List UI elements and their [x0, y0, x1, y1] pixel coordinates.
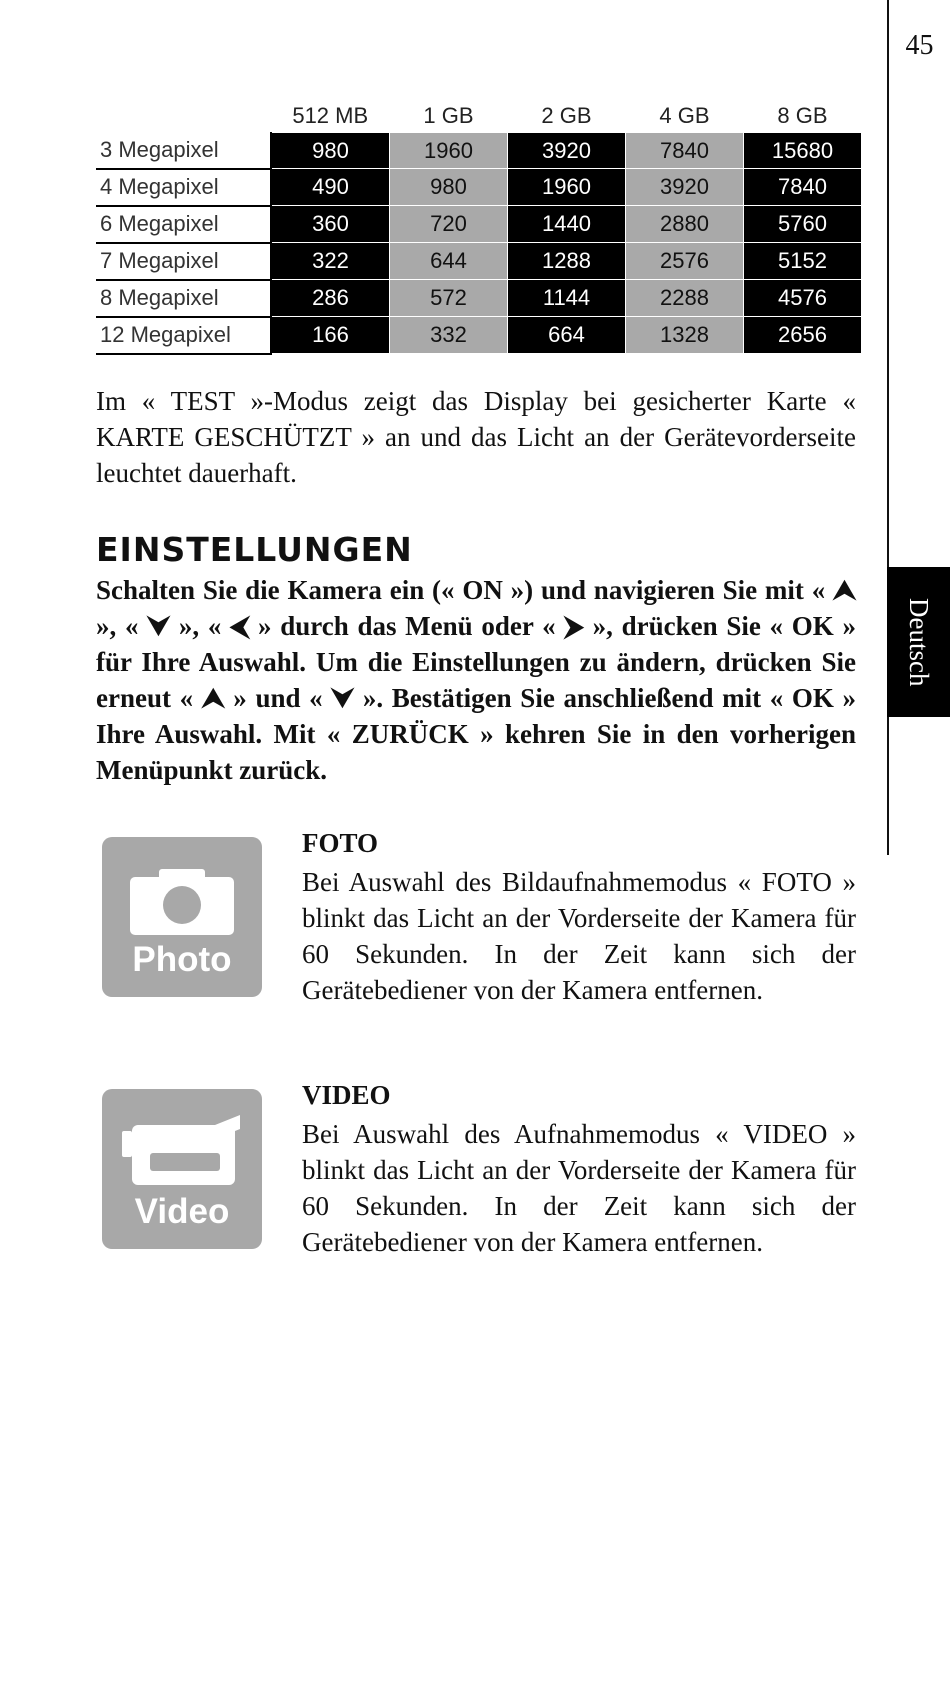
page-number: 45 — [905, 30, 934, 61]
table-cell: 1288 — [508, 243, 626, 280]
section-heading: EINSTELLUNGEN — [96, 530, 413, 569]
video-mode-icon — [102, 1089, 262, 1249]
table-row — [96, 133, 862, 169]
table-cell: 7840 — [626, 133, 744, 169]
table-header-row — [96, 100, 862, 133]
table-cell: 4576 — [744, 280, 862, 317]
table-cell: 490 — [271, 169, 390, 206]
table-corner — [96, 100, 271, 133]
table-cell: 2656 — [744, 317, 862, 354]
table-row — [96, 169, 862, 206]
settings-paragraph: Schalten Sie die Kamera ein (« ON ») und navigieren Sie mit « ⮝ », « ⮟ », « ⮜ » durch das Menü oder « ⮞ », drücken Sie « OK » für Ihre Auswahl. Um die Einstellungen zu ändern, drücken Sie erneut « ⮝ » und « ⮟ ». Bestätigen Sie anschließend mit « OK » Ihre Auswahl. Mit « ZURÜCK » kehren Sie in den vorherigen Menüpunkt zurück. — [96, 575, 856, 785]
table-cell: 572 — [390, 280, 508, 317]
table-cell: 360 — [271, 206, 390, 243]
photo-mode-icon — [102, 837, 262, 997]
table-cell: 2880 — [626, 206, 744, 243]
table-cell: 332 — [390, 317, 508, 354]
row-label: 7 Megapixel — [96, 243, 271, 280]
table-cell: 1960 — [390, 133, 508, 169]
table-cell: 166 — [271, 317, 390, 354]
table-cell: 1144 — [508, 280, 626, 317]
row-label: 12 Megapixel — [96, 317, 271, 354]
table-cell: 3920 — [626, 169, 744, 206]
table-cell: 1328 — [626, 317, 744, 354]
row-label: 8 Megapixel — [96, 280, 271, 317]
row-label: 3 Megapixel — [96, 133, 271, 169]
table-row — [96, 243, 862, 280]
language-tab — [887, 567, 950, 717]
table-cell: 2288 — [626, 280, 744, 317]
table-cell: 15680 — [744, 133, 862, 169]
table-cell: 980 — [390, 169, 508, 206]
column-header: 8 GB — [777, 103, 828, 128]
column-header: 2 GB — [541, 103, 592, 128]
photo-mode-title: FOTO — [302, 828, 379, 858]
table-cell: 322 — [271, 243, 390, 280]
row-label: 4 Megapixel — [96, 169, 271, 206]
table-row — [96, 206, 862, 243]
column-header: 512 MB — [292, 103, 369, 128]
table-cell: 5760 — [744, 206, 862, 243]
table-cell: 5152 — [744, 243, 862, 280]
video-icon-label: Video — [134, 1192, 230, 1231]
video-mode-description: Bei Auswahl des Aufnahmemodus « VIDEO » blinkt das Licht an der Vorderseite der Kamera für 60 Sekunden. In der Zeit kann sich der Gerätebediener von der Kamera entfernen. — [302, 1119, 856, 1257]
table-cell: 1440 — [508, 206, 626, 243]
test-mode-paragraph: Im « TEST »-Modus zeigt das Display bei gesicherter Karte « KARTE GESCHÜTZT » an und das Licht an der Gerätevorderseite leuchtet dauerhaft. — [96, 386, 856, 488]
table-cell: 980 — [271, 133, 390, 169]
table-cell: 1960 — [508, 169, 626, 206]
column-header: 1 GB — [423, 103, 474, 128]
photo-icon-label: Photo — [132, 940, 232, 979]
margin-rule — [887, 0, 889, 855]
row-label: 6 Megapixel — [96, 206, 271, 243]
table-cell: 644 — [390, 243, 508, 280]
table-row — [96, 317, 862, 354]
video-mode-title: VIDEO — [302, 1080, 391, 1110]
storage-capacity-table — [96, 100, 862, 355]
table-cell: 3920 — [508, 133, 626, 169]
photo-mode-description: Bei Auswahl des Bildaufnahmemodus « FOTO » blinkt das Licht an der Vorderseite der Kamera für 60 Sekunden. In der Zeit kann sich der Gerätebediener von der Kamera entfernen. — [302, 867, 856, 1005]
language-tab-label: Deutsch — [904, 597, 934, 687]
table-cell: 286 — [271, 280, 390, 317]
table-cell: 720 — [390, 206, 508, 243]
table-row — [96, 280, 862, 317]
table-cell: 664 — [508, 317, 626, 354]
table-cell: 7840 — [744, 169, 862, 206]
column-header: 4 GB — [659, 103, 710, 128]
table-cell: 2576 — [626, 243, 744, 280]
